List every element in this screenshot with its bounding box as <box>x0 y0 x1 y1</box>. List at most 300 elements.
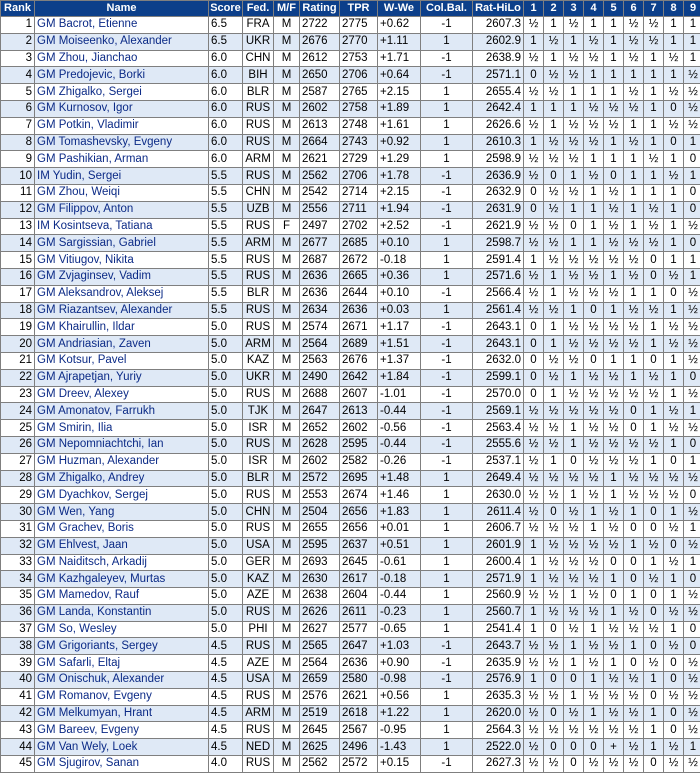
round-3-result: ½ <box>564 470 584 487</box>
round-2-result: 0 <box>544 705 564 722</box>
round-5-result: ½ <box>604 705 624 722</box>
federation-cell: GER <box>243 554 274 571</box>
score-cell: 5.0 <box>209 588 243 605</box>
player-name[interactable]: GM Sjugirov, Sanan <box>35 756 209 773</box>
player-name[interactable]: GM Amonatov, Farrukh <box>35 403 209 420</box>
player-name[interactable]: GM Ajrapetjan, Yuriy <box>35 369 209 386</box>
round-6-result: 1 <box>624 537 644 554</box>
table-row[interactable] <box>1 672 700 689</box>
table-row[interactable] <box>1 218 700 235</box>
round-6-result: ½ <box>624 621 644 638</box>
player-name[interactable]: GM Bacrot, Etienne <box>35 17 209 34</box>
table-row[interactable] <box>1 151 700 168</box>
round-1-result: ½ <box>524 588 544 605</box>
table-row[interactable] <box>1 33 700 50</box>
tpr-cell: 2595 <box>340 436 378 453</box>
table-row[interactable] <box>1 688 700 705</box>
round-1-result: ½ <box>524 268 544 285</box>
player-name[interactable]: GM Zvjaginsev, Vadim <box>35 268 209 285</box>
round-8-result: ½ <box>664 520 684 537</box>
federation-cell: BIH <box>243 67 274 84</box>
rating-cell: 2626 <box>300 604 340 621</box>
score-cell: 4.5 <box>209 688 243 705</box>
round-2-result: 0 <box>544 739 564 756</box>
round-2-result: 1 <box>544 386 564 403</box>
table-row[interactable] <box>1 504 700 521</box>
w-we-cell: +0.10 <box>378 235 421 252</box>
score-cell: 6.0 <box>209 100 243 117</box>
rating-cell: 2664 <box>300 134 340 151</box>
player-name[interactable]: GM Wen, Yang <box>35 504 209 521</box>
player-name[interactable]: GM Zhou, Weiqi <box>35 184 209 201</box>
color-balance-cell: 1 <box>421 688 473 705</box>
player-name[interactable]: GM Naiditsch, Arkadij <box>35 554 209 571</box>
player-name[interactable]: GM Melkumyan, Hrant <box>35 705 209 722</box>
rating-cell: 2636 <box>300 285 340 302</box>
tpr-cell: 2674 <box>340 487 378 504</box>
round-6-result: ½ <box>624 319 644 336</box>
table-row[interactable] <box>1 252 700 269</box>
table-row[interactable] <box>1 285 700 302</box>
table-row[interactable] <box>1 67 700 84</box>
player-name[interactable]: GM Smirin, Ilia <box>35 420 209 437</box>
round-6-result: 1 <box>624 369 644 386</box>
tpr-cell: 2770 <box>340 33 378 50</box>
table-row[interactable] <box>1 621 700 638</box>
column-header-rat-hilo[interactable]: Rat-HiLo <box>473 1 524 17</box>
rank-cell: 37 <box>1 621 35 638</box>
round-2-result: 0 <box>544 168 564 185</box>
column-header-round-3[interactable]: 3 <box>564 1 584 17</box>
rating-hilo-cell: 2635.3 <box>473 688 524 705</box>
table-row[interactable] <box>1 386 700 403</box>
federation-cell: RUS <box>243 100 274 117</box>
round-2-result: ½ <box>544 520 564 537</box>
column-header-round-1[interactable]: 1 <box>524 1 544 17</box>
column-header-w-we[interactable]: W-We <box>378 1 421 17</box>
round-9-result: ½ <box>684 756 700 773</box>
table-row[interactable] <box>1 554 700 571</box>
round-9-result: ½ <box>684 655 700 672</box>
table-row[interactable] <box>1 352 700 369</box>
round-6-result: ½ <box>624 453 644 470</box>
w-we-cell: -0.61 <box>378 554 421 571</box>
round-4-result: 0 <box>584 352 604 369</box>
round-1-result: ½ <box>524 655 544 672</box>
federation-cell: BLR <box>243 470 274 487</box>
table-row[interactable] <box>1 369 700 386</box>
column-header-name[interactable]: Name <box>35 1 209 17</box>
player-name[interactable]: GM Grigoriants, Sergey <box>35 638 209 655</box>
player-name[interactable]: GM Safarli, Eltaj <box>35 655 209 672</box>
player-name[interactable]: GM Onischuk, Alexander <box>35 672 209 689</box>
federation-cell: RUS <box>243 487 274 504</box>
column-header-sex[interactable]: M/F <box>274 1 300 17</box>
rank-cell: 35 <box>1 588 35 605</box>
round-1-result: 1 <box>524 100 544 117</box>
player-name[interactable]: GM Zhou, Jianchao <box>35 50 209 67</box>
rank-cell: 45 <box>1 756 35 773</box>
sex-cell: M <box>274 403 300 420</box>
table-row[interactable] <box>1 470 700 487</box>
round-3-result: 1 <box>564 33 584 50</box>
table-row[interactable] <box>1 655 700 672</box>
w-we-cell: -1.43 <box>378 739 421 756</box>
column-header-score[interactable]: Score <box>209 1 243 17</box>
round-7-result: ½ <box>644 151 664 168</box>
round-9-result: 1 <box>684 134 700 151</box>
round-4-result: ½ <box>584 100 604 117</box>
round-3-result: 1 <box>564 100 584 117</box>
player-name[interactable]: GM Landa, Konstantin <box>35 604 209 621</box>
round-4-result: ½ <box>584 756 604 773</box>
round-5-result: 1 <box>604 268 624 285</box>
color-balance-cell: 1 <box>421 537 473 554</box>
player-name[interactable]: GM Andriasian, Zaven <box>35 336 209 353</box>
round-2-result: ½ <box>544 218 564 235</box>
round-7-result: 1 <box>644 285 664 302</box>
score-cell: 5.0 <box>209 537 243 554</box>
rank-cell: 20 <box>1 336 35 353</box>
player-name[interactable]: GM Sargissian, Gabriel <box>35 235 209 252</box>
round-7-result: 0 <box>644 604 664 621</box>
round-9-result: 0 <box>684 184 700 201</box>
rating-cell: 2564 <box>300 655 340 672</box>
player-name[interactable]: GM Van Wely, Loek <box>35 739 209 756</box>
table-row[interactable] <box>1 268 700 285</box>
table-row[interactable] <box>1 84 700 101</box>
round-6-result: ½ <box>624 268 644 285</box>
round-7-result: ½ <box>644 621 664 638</box>
round-7-result: 0 <box>644 588 664 605</box>
tpr-cell: 2613 <box>340 403 378 420</box>
table-row[interactable] <box>1 571 700 588</box>
score-cell: 5.0 <box>209 336 243 353</box>
rank-cell: 16 <box>1 268 35 285</box>
column-header-tpr[interactable]: TPR <box>340 1 378 17</box>
round-2-result: ½ <box>544 420 564 437</box>
round-4-result: ½ <box>584 420 604 437</box>
column-header-round-2[interactable]: 2 <box>544 1 564 17</box>
player-name[interactable]: GM Nepomniachtchi, Ian <box>35 436 209 453</box>
player-name[interactable]: GM Zhigalko, Andrey <box>35 470 209 487</box>
rating-hilo-cell: 2643.1 <box>473 319 524 336</box>
player-name[interactable]: GM Predojevic, Borki <box>35 67 209 84</box>
round-9-result: 0 <box>684 487 700 504</box>
player-name[interactable]: GM Potkin, Vladimir <box>35 117 209 134</box>
round-2-result: ½ <box>544 134 564 151</box>
score-cell: 5.5 <box>209 268 243 285</box>
tpr-cell: 2647 <box>340 638 378 655</box>
w-we-cell: +1.48 <box>378 470 421 487</box>
player-name[interactable]: GM Dreev, Alexey <box>35 386 209 403</box>
sex-cell: M <box>274 453 300 470</box>
rating-cell: 2647 <box>300 403 340 420</box>
player-name[interactable]: GM Vitiugov, Nikita <box>35 252 209 269</box>
round-2-result: 1 <box>544 100 564 117</box>
player-name[interactable]: GM Dyachkov, Sergej <box>35 487 209 504</box>
round-3-result: ½ <box>564 67 584 84</box>
tpr-cell: 2765 <box>340 84 378 101</box>
table-row[interactable] <box>1 739 700 756</box>
color-balance-cell: 1 <box>421 571 473 588</box>
sex-cell: M <box>274 33 300 50</box>
table-row[interactable] <box>1 604 700 621</box>
round-4-result: ½ <box>584 319 604 336</box>
rating-cell: 2497 <box>300 218 340 235</box>
table-row[interactable] <box>1 100 700 117</box>
rating-hilo-cell: 2642.4 <box>473 100 524 117</box>
score-cell: 4.5 <box>209 722 243 739</box>
player-name[interactable]: IM Yudin, Sergei <box>35 168 209 185</box>
player-name[interactable]: GM Kotsur, Pavel <box>35 352 209 369</box>
round-2-result: ½ <box>544 638 564 655</box>
column-header-round-8[interactable]: 8 <box>664 1 684 17</box>
sex-cell: M <box>274 638 300 655</box>
tpr-cell: 2636 <box>340 302 378 319</box>
round-4-result: ½ <box>584 252 604 269</box>
rating-cell: 2625 <box>300 739 340 756</box>
table-row[interactable] <box>1 705 700 722</box>
round-9-result: ½ <box>684 352 700 369</box>
color-balance-cell: -1 <box>421 168 473 185</box>
round-7-result: 0 <box>644 268 664 285</box>
table-row[interactable] <box>1 487 700 504</box>
round-3-result: 0 <box>564 672 584 689</box>
table-row[interactable] <box>1 302 700 319</box>
round-5-result: 1 <box>604 151 624 168</box>
federation-cell: PHI <box>243 621 274 638</box>
sex-cell: M <box>274 487 300 504</box>
round-2-result: ½ <box>544 33 564 50</box>
round-6-result: 0 <box>624 520 644 537</box>
table-row[interactable] <box>1 17 700 34</box>
table-row[interactable] <box>1 201 700 218</box>
w-we-cell: +0.64 <box>378 67 421 84</box>
round-2-result: ½ <box>544 604 564 621</box>
round-2-result: ½ <box>544 184 564 201</box>
column-header-round-6[interactable]: 6 <box>624 1 644 17</box>
player-name[interactable]: GM Bareev, Evgeny <box>35 722 209 739</box>
player-name[interactable]: GM Zhigalko, Sergei <box>35 84 209 101</box>
table-row[interactable] <box>1 235 700 252</box>
round-1-result: 1 <box>524 134 544 151</box>
round-6-result: ½ <box>624 235 644 252</box>
color-balance-cell: -1 <box>421 638 473 655</box>
rating-hilo-cell: 2632.9 <box>473 184 524 201</box>
round-3-result: ½ <box>564 352 584 369</box>
round-3-result: 1 <box>564 436 584 453</box>
rank-cell: 19 <box>1 319 35 336</box>
column-header-col-bal[interactable]: Col.Bal. <box>421 1 473 17</box>
rating-hilo-cell: 2537.1 <box>473 453 524 470</box>
rating-cell: 2628 <box>300 436 340 453</box>
table-row[interactable] <box>1 134 700 151</box>
round-7-result: 1 <box>644 134 664 151</box>
round-6-result: 1 <box>624 201 644 218</box>
table-row[interactable] <box>1 336 700 353</box>
round-9-result: ½ <box>684 420 700 437</box>
round-2-result: ½ <box>544 436 564 453</box>
round-4-result: ½ <box>584 588 604 605</box>
round-5-result: ½ <box>604 184 624 201</box>
player-name[interactable]: GM So, Wesley <box>35 621 209 638</box>
round-6-result: ½ <box>624 302 644 319</box>
round-2-result: ½ <box>544 554 564 571</box>
player-name[interactable]: GM Filippov, Anton <box>35 201 209 218</box>
round-7-result: 0 <box>644 688 664 705</box>
round-3-result: ½ <box>564 722 584 739</box>
round-4-result: ½ <box>584 722 604 739</box>
round-5-result: ½ <box>604 420 624 437</box>
round-4-result: 1 <box>584 705 604 722</box>
round-8-result: ½ <box>664 604 684 621</box>
w-we-cell: -0.18 <box>378 571 421 588</box>
player-name[interactable]: GM Pashikian, Arman <box>35 151 209 168</box>
round-7-result: 1 <box>644 420 664 437</box>
table-row[interactable] <box>1 537 700 554</box>
score-cell: 5.0 <box>209 470 243 487</box>
round-5-result: + <box>604 739 624 756</box>
table-row[interactable] <box>1 117 700 134</box>
round-4-result: 1 <box>584 520 604 537</box>
rating-cell: 2565 <box>300 638 340 655</box>
federation-cell: BLR <box>243 84 274 101</box>
tpr-cell: 2621 <box>340 688 378 705</box>
round-7-result: 1 <box>644 84 664 101</box>
table-row[interactable] <box>1 403 700 420</box>
table-row[interactable] <box>1 50 700 67</box>
rating-cell: 2612 <box>300 50 340 67</box>
rating-hilo-cell: 2560.9 <box>473 588 524 605</box>
w-we-cell: +2.15 <box>378 84 421 101</box>
column-header-round-4[interactable]: 4 <box>584 1 604 17</box>
round-3-result: 1 <box>564 369 584 386</box>
round-3-result: ½ <box>564 17 584 34</box>
round-8-result: ½ <box>664 554 684 571</box>
table-row[interactable] <box>1 168 700 185</box>
round-4-result: 1 <box>584 67 604 84</box>
sex-cell: M <box>274 336 300 353</box>
table-body <box>1 17 700 773</box>
round-8-result: ½ <box>664 487 684 504</box>
rating-hilo-cell: 2643.7 <box>473 638 524 655</box>
round-8-result: ½ <box>664 168 684 185</box>
color-balance-cell: -1 <box>421 386 473 403</box>
round-6-result: 0 <box>624 403 644 420</box>
score-cell: 4.5 <box>209 638 243 655</box>
table-row[interactable] <box>1 453 700 470</box>
player-name[interactable]: GM Ehlvest, Jaan <box>35 537 209 554</box>
player-name[interactable]: IM Kosintseva, Tatiana <box>35 218 209 235</box>
rating-cell: 2652 <box>300 420 340 437</box>
tpr-cell: 2607 <box>340 386 378 403</box>
table-row[interactable] <box>1 420 700 437</box>
round-3-result: 0 <box>564 739 584 756</box>
player-name[interactable]: GM Mamedov, Rauf <box>35 588 209 605</box>
round-4-result: ½ <box>584 571 604 588</box>
player-name[interactable]: GM Huzman, Alexander <box>35 453 209 470</box>
round-7-result: ½ <box>644 201 664 218</box>
tpr-cell: 2577 <box>340 621 378 638</box>
round-2-result: ½ <box>544 151 564 168</box>
player-name[interactable]: GM Grachev, Boris <box>35 520 209 537</box>
player-name[interactable]: GM Khairullin, Ildar <box>35 319 209 336</box>
column-header-round-9[interactable]: 9 <box>684 1 700 17</box>
rating-hilo-cell: 2643.1 <box>473 336 524 353</box>
column-header-round-7[interactable]: 7 <box>644 1 664 17</box>
round-6-result: 1 <box>624 588 644 605</box>
w-we-cell: -0.26 <box>378 453 421 470</box>
round-7-result: ½ <box>644 218 664 235</box>
round-8-result: ½ <box>664 403 684 420</box>
player-name[interactable]: GM Riazantsev, Alexander <box>35 302 209 319</box>
table-row[interactable] <box>1 520 700 537</box>
rating-hilo-cell: 2564.3 <box>473 722 524 739</box>
column-header-rating[interactable]: Rating <box>300 1 340 17</box>
round-5-result: ½ <box>604 638 624 655</box>
table-row[interactable] <box>1 319 700 336</box>
w-we-cell: +0.62 <box>378 17 421 34</box>
table-row[interactable] <box>1 588 700 605</box>
sex-cell: M <box>274 520 300 537</box>
table-row[interactable] <box>1 436 700 453</box>
round-9-result: ½ <box>684 537 700 554</box>
round-7-result: 0 <box>644 638 664 655</box>
round-1-result: 1 <box>524 621 544 638</box>
round-6-result: ½ <box>624 604 644 621</box>
round-1-result: ½ <box>524 17 544 34</box>
table-row[interactable] <box>1 638 700 655</box>
round-1-result: ½ <box>524 285 544 302</box>
table-row[interactable] <box>1 756 700 773</box>
column-header-round-5[interactable]: 5 <box>604 1 624 17</box>
rating-hilo-cell: 2522.0 <box>473 739 524 756</box>
player-name[interactable]: GM Kurnosov, Igor <box>35 100 209 117</box>
table-row[interactable] <box>1 722 700 739</box>
column-header-fed[interactable]: Fed. <box>243 1 274 17</box>
round-7-result: ½ <box>644 302 664 319</box>
federation-cell: USA <box>243 537 274 554</box>
rank-cell: 39 <box>1 655 35 672</box>
round-8-result: ½ <box>664 50 684 67</box>
round-2-result: 1 <box>544 453 564 470</box>
column-header-rank[interactable]: Rank <box>1 1 35 17</box>
sex-cell: M <box>274 588 300 605</box>
federation-cell: ISR <box>243 453 274 470</box>
round-3-result: ½ <box>564 117 584 134</box>
round-9-result: ½ <box>684 319 700 336</box>
color-balance-cell: 1 <box>421 235 473 252</box>
player-name[interactable]: GM Tomashevsky, Evgeny <box>35 134 209 151</box>
round-2-result: 1 <box>544 285 564 302</box>
player-name[interactable]: GM Aleksandrov, Aleksej <box>35 285 209 302</box>
table-row[interactable] <box>1 184 700 201</box>
rating-hilo-cell: 2610.3 <box>473 134 524 151</box>
round-2-result: ½ <box>544 252 564 269</box>
player-name[interactable]: GM Romanov, Evgeny <box>35 688 209 705</box>
tpr-cell: 2645 <box>340 554 378 571</box>
player-name[interactable]: GM Moiseenko, Alexander <box>35 33 209 50</box>
rating-cell: 2572 <box>300 470 340 487</box>
round-5-result: 0 <box>604 588 624 605</box>
player-name[interactable]: GM Kazhgaleyev, Murtas <box>35 571 209 588</box>
color-balance-cell: -1 <box>421 319 473 336</box>
round-7-result: 1 <box>644 705 664 722</box>
round-9-result: 1 <box>684 520 700 537</box>
round-7-result: 1 <box>644 319 664 336</box>
tpr-cell: 2671 <box>340 319 378 336</box>
